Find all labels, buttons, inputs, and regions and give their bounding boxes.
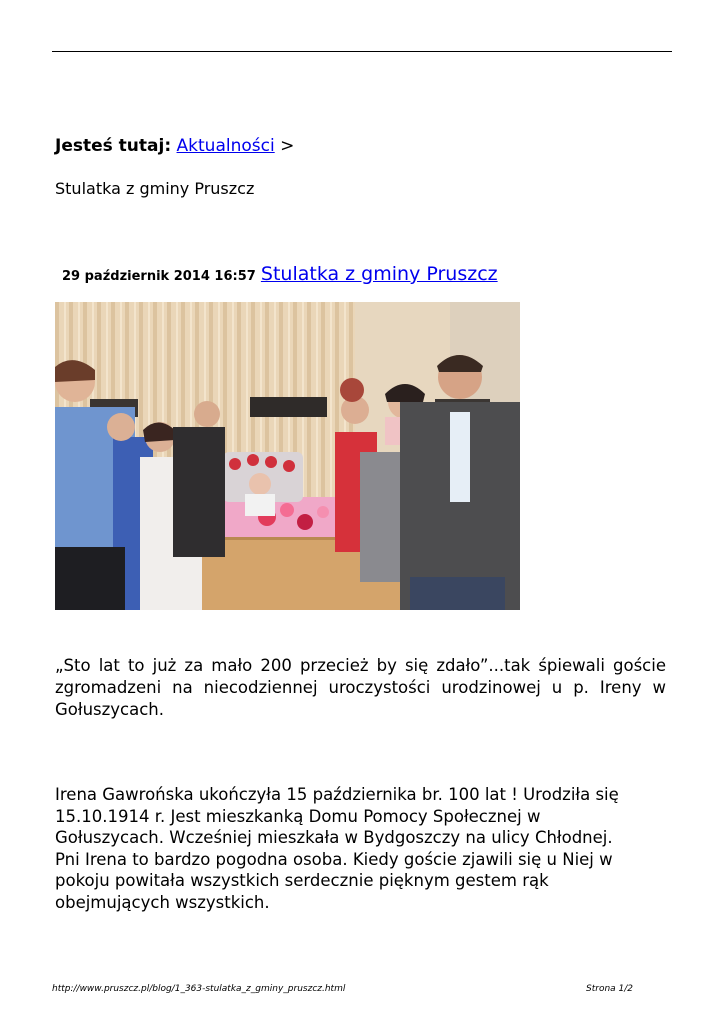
breadcrumb-separator: > bbox=[280, 136, 295, 156]
breadcrumb bbox=[55, 135, 294, 157]
post-header bbox=[62, 263, 498, 285]
post-title-link[interactable]: Stulatka z gminy Pruszcz bbox=[260, 263, 498, 285]
top-divider bbox=[52, 51, 672, 52]
paragraph-2-line: pokoju powitała wszystkich serdecznie pięknym gestem rąk bbox=[55, 871, 549, 890]
paragraph-2-line: Gołuszycach. Wcześniej mieszkała w Bydgoszczy na ulicy Chłodnej. bbox=[55, 828, 613, 847]
article-paragraph-2 bbox=[55, 784, 666, 913]
paragraph-2-line: Pni Irena to bardzo pogodna osoba. Kiedy goście zjawili się u Niej w bbox=[55, 849, 613, 869]
article-paragraph-1: „Sto lat to już za mało 200 przecież by się zdało”...tak śpiewali goście zgromadzeni na niecodziennej uroczystości urodzinowej u p. Ireny w Gołuszycach. bbox=[55, 656, 666, 719]
paragraph-2-line: Irena Gawrońska ukończyła 15 października br. 100 lat ! Urodziła się bbox=[55, 785, 619, 804]
footer-page-number: Strona 1/2 bbox=[586, 984, 634, 994]
breadcrumb-link-aktualnosci[interactable]: Aktualności bbox=[176, 136, 275, 156]
breadcrumb-label: Jesteś tutaj: bbox=[55, 136, 172, 156]
post-date: 29 październik 2014 16:57 bbox=[62, 269, 256, 284]
paragraph-2-line: 15.10.1914 r. Jest mieszkanką Domu Pomocy Społecznej w bbox=[55, 806, 541, 826]
page-subtitle: Stulatka z gminy Pruszcz bbox=[55, 179, 255, 198]
article-photo bbox=[55, 302, 520, 610]
footer-url: http://www.pruszcz.pl/blog/1_363-stulatka_z_gminy_pruszcz.html bbox=[52, 984, 346, 994]
paragraph-2-line: obejmujących wszystkich. bbox=[55, 892, 270, 912]
